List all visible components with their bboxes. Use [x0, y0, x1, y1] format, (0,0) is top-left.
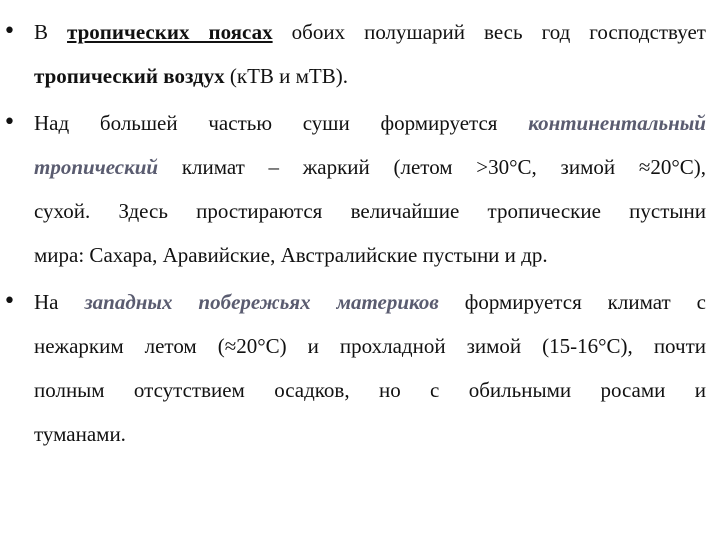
bullet-icon: •: [3, 289, 16, 314]
accent-term: западных побережьях материков: [84, 290, 439, 314]
text-run: туманами.: [34, 422, 126, 446]
text-line: [34, 10, 706, 54]
text-run: Над большей частью суши формируется: [34, 111, 529, 135]
text-run: климат – жаркий (летом >30°С, зимой ≈20°С),: [158, 155, 706, 179]
text-line: [34, 189, 706, 233]
bullet-icon: •: [3, 19, 16, 44]
text-run: формируется климат с: [438, 290, 706, 314]
text-line: [34, 324, 706, 368]
accent-term: тропический: [34, 155, 159, 179]
text-line: [34, 412, 706, 456]
highlighted-term: тропический воздух: [34, 64, 225, 88]
highlighted-term: тропических поясах: [67, 20, 273, 44]
text-run: сухой. Здесь простираются величайшие тропические пустыни: [34, 199, 706, 223]
text-line: [34, 233, 706, 277]
bullet-icon: •: [3, 110, 16, 135]
text-line: [34, 54, 706, 98]
accent-term: континентальный: [528, 111, 706, 135]
text-run: полным отсутствием осадков, но с обильными росами и: [34, 378, 706, 402]
text-run: нежарким летом (≈20°С) и прохладной зимой (15-16°С), почти: [34, 334, 706, 358]
text-line: [34, 101, 706, 145]
text-line: [34, 145, 706, 189]
text-run: обоих полушарий весь год господствует: [272, 20, 706, 44]
text-run: На: [34, 290, 85, 314]
text-line: [34, 280, 706, 324]
text-run: мира: Сахара, Аравийские, Австралийские пустыни и др.: [34, 243, 548, 267]
text-run: (кТВ и мТВ).: [224, 64, 349, 88]
text-line: [34, 368, 706, 412]
text-run: В: [34, 20, 68, 44]
